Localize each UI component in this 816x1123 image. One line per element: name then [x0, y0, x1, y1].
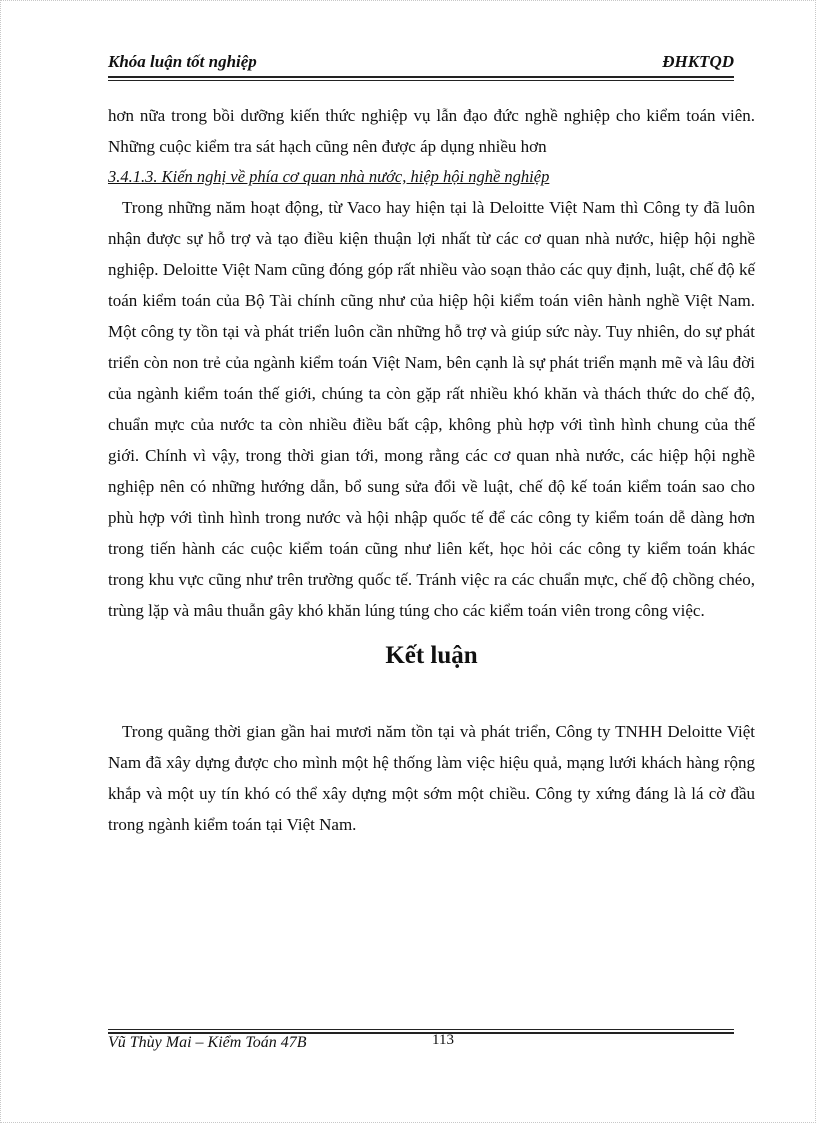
paragraph-continued: hơn nữa trong bồi dưỡng kiến thức nghiệp vụ lẫn đạo đức nghề nghiệp cho kiểm toán viên. Những cuộc kiểm tra sát hạch cũng nên được áp dụng nhiều hơn [108, 106, 755, 156]
conclusion-paragraph: Trong quãng thời gian gần hai mươi năm tồn tại và phát triển, Công ty TNHH Deloitte Việt Nam đã xây dựng được cho mình một hệ thống làm việc hiệu quả, mạng lưới khách hàng rộng khắp và một uy tín khó có thể xây dựng một sớm một chiều. Công ty xứng đáng là lá cờ đầu trong ngành kiểm toán tại Việt Nam. [108, 722, 755, 834]
footer-rule-thin [108, 1029, 734, 1030]
paragraph-main: Trong những năm hoạt động, từ Vaco hay hiện tại là Deloitte Việt Nam thì Công ty đã luôn nhận được sự hỗ trợ và tạo điều kiện thuận lợi nhất từ các cơ quan nhà nước, hiệp hội nghề nghiệp. Deloitte Việt Nam cũng đóng góp rất nhiều vào soạn thảo các quy định, luật, chế độ kế toán kiểm toán của Bộ Tài chính cũng như của hiệp hội kiểm toán viên hành nghề Việt Nam. Một công ty tồn tại và phát triển luôn cần những hỗ trợ và giúp sức này. Tuy nhiên, do sự phát triển còn non trẻ của ngành kiểm toán Việt Nam, bên cạnh là sự phát triển mạnh mẽ và lâu đời của ngành kiểm toán thế giới, chúng ta còn gặp rất nhiều khó khăn và thách thức do chế độ, chuẩn mực của nước ta còn nhiều điều bất cập, không phù hợp với tình hình chung của thế giới. Chính vì vậy, trong thời gian tới, mong rằng các cơ quan nhà nước, các hiệp hội nghề nghiệp nên có những hướng dẫn, bổ sung sửa đổi về luật, chế độ kế toán kiểm toán sao cho phù hợp với tình hình trong nước và hội nhập quốc tế để các công ty kiểm toán dễ dàng hơn trong tiến hành các cuộc kiểm toán cũng như liên kết, học hỏi các công ty kiểm toán khác trong khu vực cũng như trên trường quốc tế. Tránh việc ra các chuẩn mực, chế độ chồng chéo, trùng lặp và mâu thuẫn gây khó khăn lúng túng cho các kiểm toán viên trong công việc. [108, 198, 755, 620]
conclusion-title: Kết luận [385, 642, 478, 669]
header-rule-thick [108, 76, 734, 78]
page-content [108, 100, 755, 840]
page-header [108, 50, 734, 78]
section-heading: 3.4.1.3. Kiến nghị về phía cơ quan nhà nước, hiệp hội nghề nghiệp [108, 167, 550, 186]
header-rule-thin [108, 80, 734, 81]
header-title: Khóa luận tốt nghiệp [108, 52, 257, 71]
header-institution: ĐHKTQD [662, 52, 734, 71]
page-number: 113 [432, 1032, 454, 1048]
footer-author: Vũ Thùy Mai – Kiểm Toán 47B [108, 1034, 307, 1051]
